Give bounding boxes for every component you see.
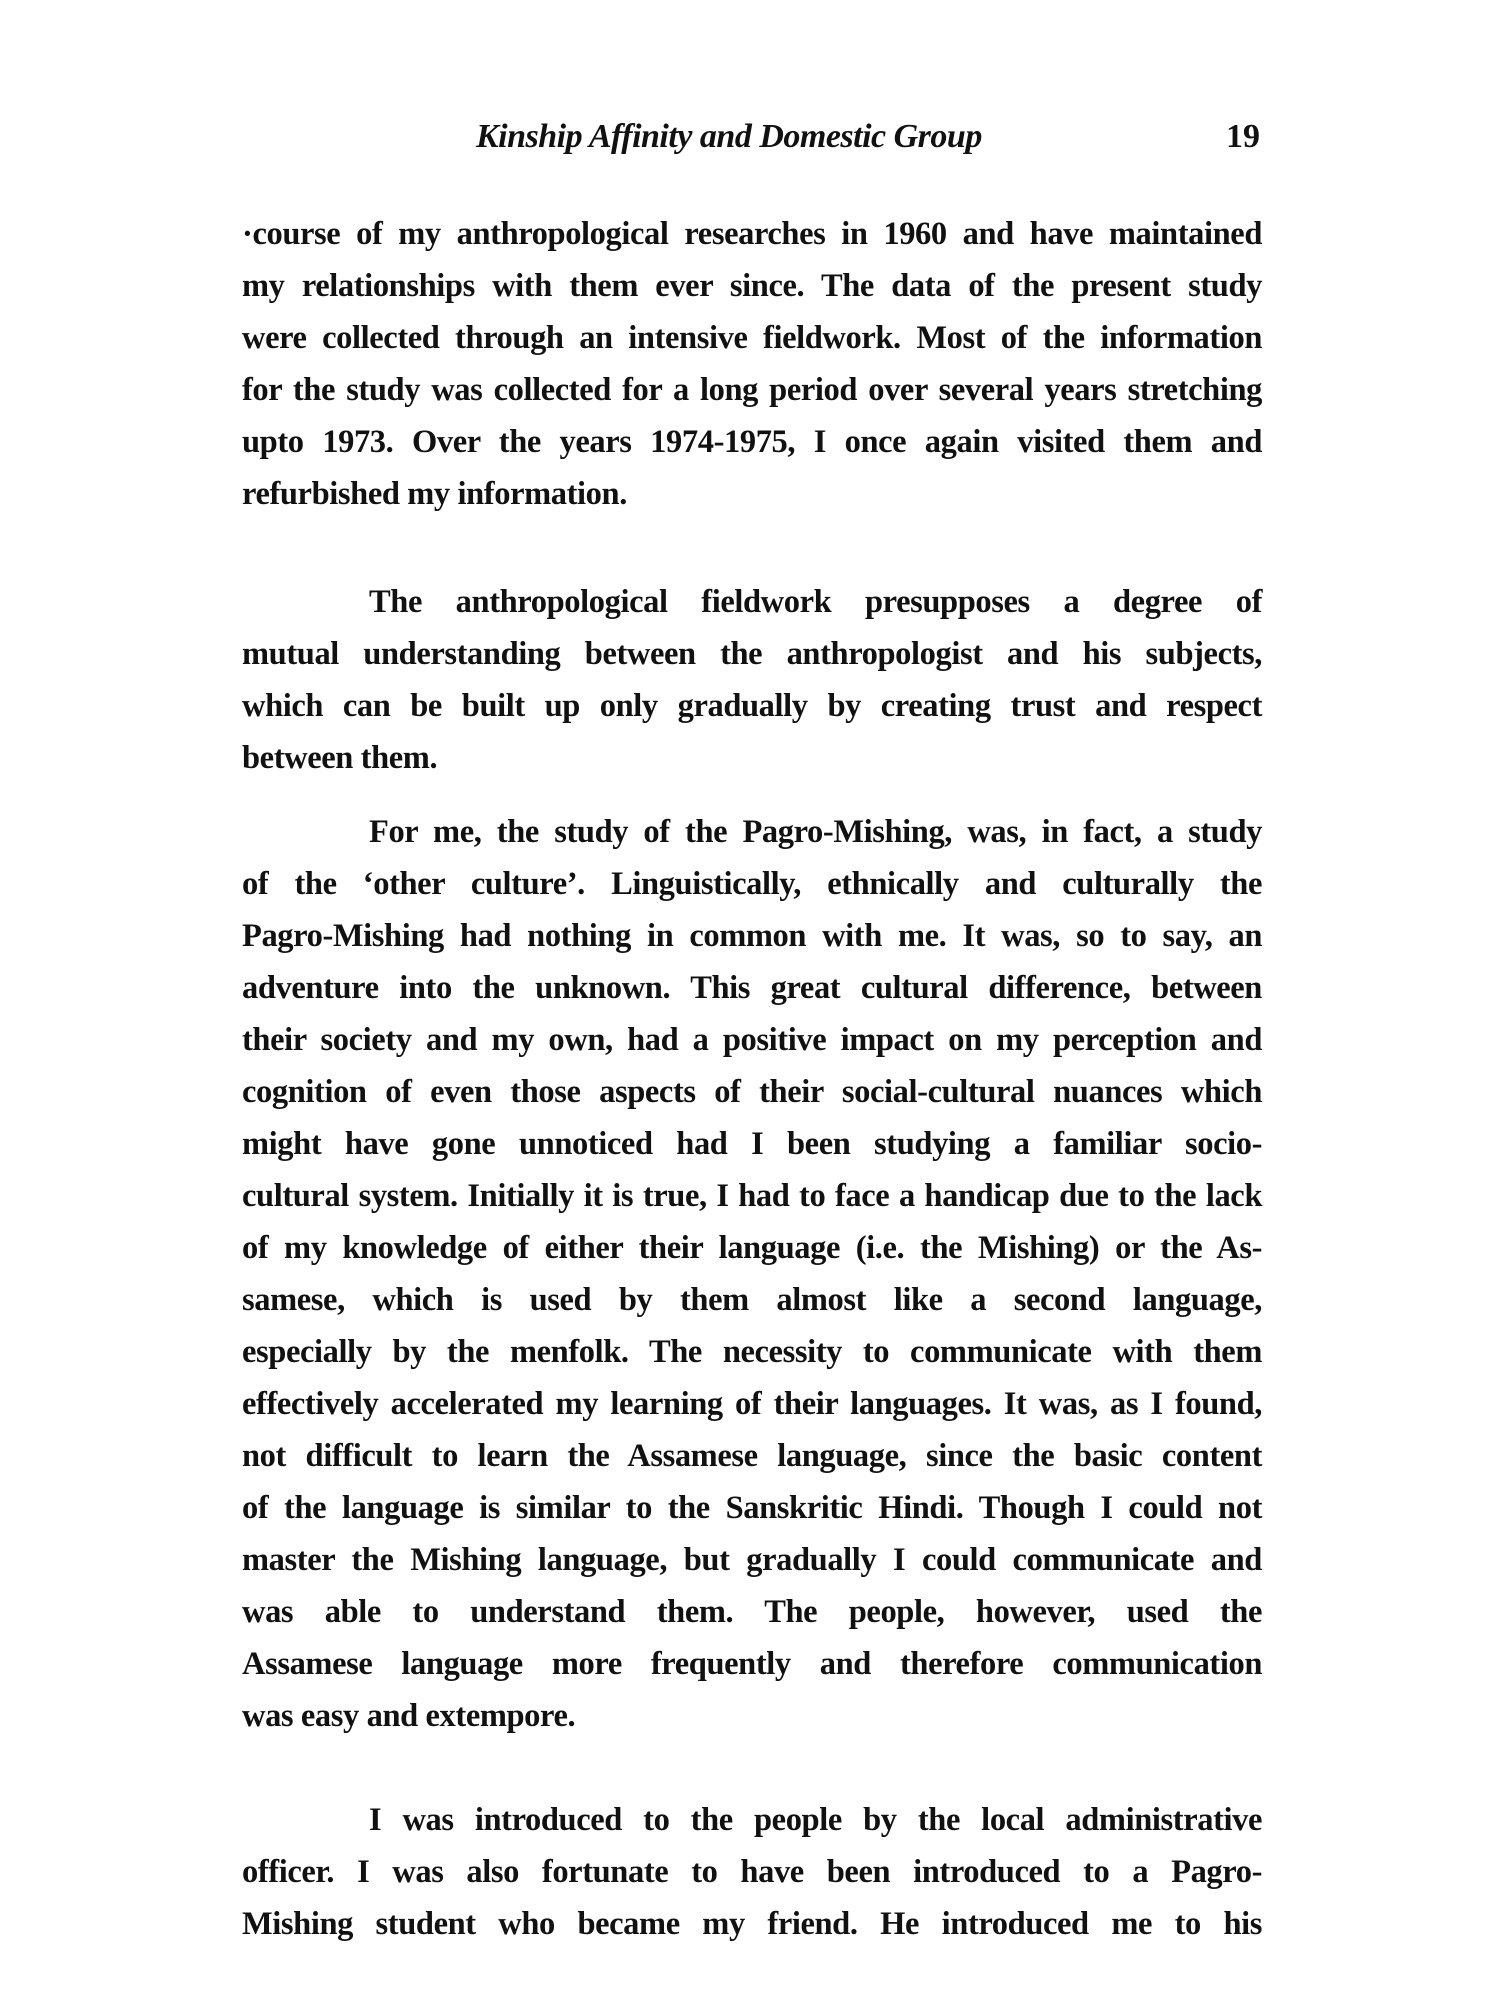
text-line: between them. xyxy=(242,740,438,776)
text-line: samese, which is used by them almost like a second language, xyxy=(242,1282,1262,1318)
text-line: adventure into the unknown. This great cultural difference, between xyxy=(242,970,1262,1006)
text-line: not difficult to learn the Assamese language, since the basic content xyxy=(242,1438,1262,1474)
text-line: their society and my own, had a positive impact on my perception and xyxy=(242,1022,1262,1058)
text-line: was able to understand them. The people, however, used the xyxy=(242,1594,1262,1630)
text-line: Mishing student who became my friend. He introduced me to his xyxy=(242,1906,1262,1942)
text-line: ·course of my anthropological researches in 1960 and have maintained xyxy=(242,216,1262,252)
text-line: especially by the menfolk. The necessity to communicate with them xyxy=(242,1334,1262,1370)
text-line: for the study was collected for a long period over several years stretching xyxy=(242,372,1262,408)
text-line: Assamese language more frequently and therefore communication xyxy=(242,1646,1262,1682)
page-number: 19 xyxy=(1226,118,1260,155)
text-line: mutual understanding between the anthropologist and his subjects, xyxy=(242,636,1262,672)
text-line: Pagro-Mishing had nothing in common with me. It was, so to say, an xyxy=(242,918,1262,954)
paragraph-2 xyxy=(242,576,1262,784)
text-line: upto 1973. Over the years 1974-1975, I once again visited them and xyxy=(242,424,1262,460)
text-line: cultural system. Initially it is true, I had to face a handicap due to the lack xyxy=(242,1178,1262,1214)
running-head xyxy=(0,118,1500,158)
text-line: might have gone unnoticed had I been studying a familiar socio- xyxy=(242,1126,1262,1162)
running-title: Kinship Affinity and Domestic Group xyxy=(476,118,982,155)
text-line: of the ‘other culture’. Linguistically, ethnically and culturally the xyxy=(242,866,1262,902)
text-line: I was introduced to the people by the local administrative xyxy=(369,1802,1262,1838)
text-line: refurbished my information. xyxy=(242,476,627,512)
text-line: was easy and extempore. xyxy=(242,1698,576,1734)
text-line: effectively accelerated my learning of their languages. It was, as I found, xyxy=(242,1386,1262,1422)
paragraph-1 xyxy=(242,208,1262,520)
text-line: of my knowledge of either their language (i.e. the Mishing) or the As- xyxy=(242,1230,1262,1266)
paragraph-3 xyxy=(242,806,1262,1742)
text-line: master the Mishing language, but gradually I could communicate and xyxy=(242,1542,1262,1578)
text-line: my relationships with them ever since. The data of the present study xyxy=(242,268,1262,304)
text-line: were collected through an intensive fieldwork. Most of the information xyxy=(242,320,1262,356)
text-line: cognition of even those aspects of their social-cultural nuances which xyxy=(242,1074,1262,1110)
text-line: of the language is similar to the Sanskritic Hindi. Though I could not xyxy=(242,1490,1262,1526)
text-line: The anthropological fieldwork presupposes a degree of xyxy=(369,584,1262,620)
text-line: which can be built up only gradually by creating trust and respect xyxy=(242,688,1262,724)
paragraph-4 xyxy=(242,1794,1262,1950)
text-line: For me, the study of the Pagro-Mishing, was, in fact, a study xyxy=(369,814,1262,850)
text-line: officer. I was also fortunate to have been introduced to a Pagro- xyxy=(242,1854,1262,1890)
